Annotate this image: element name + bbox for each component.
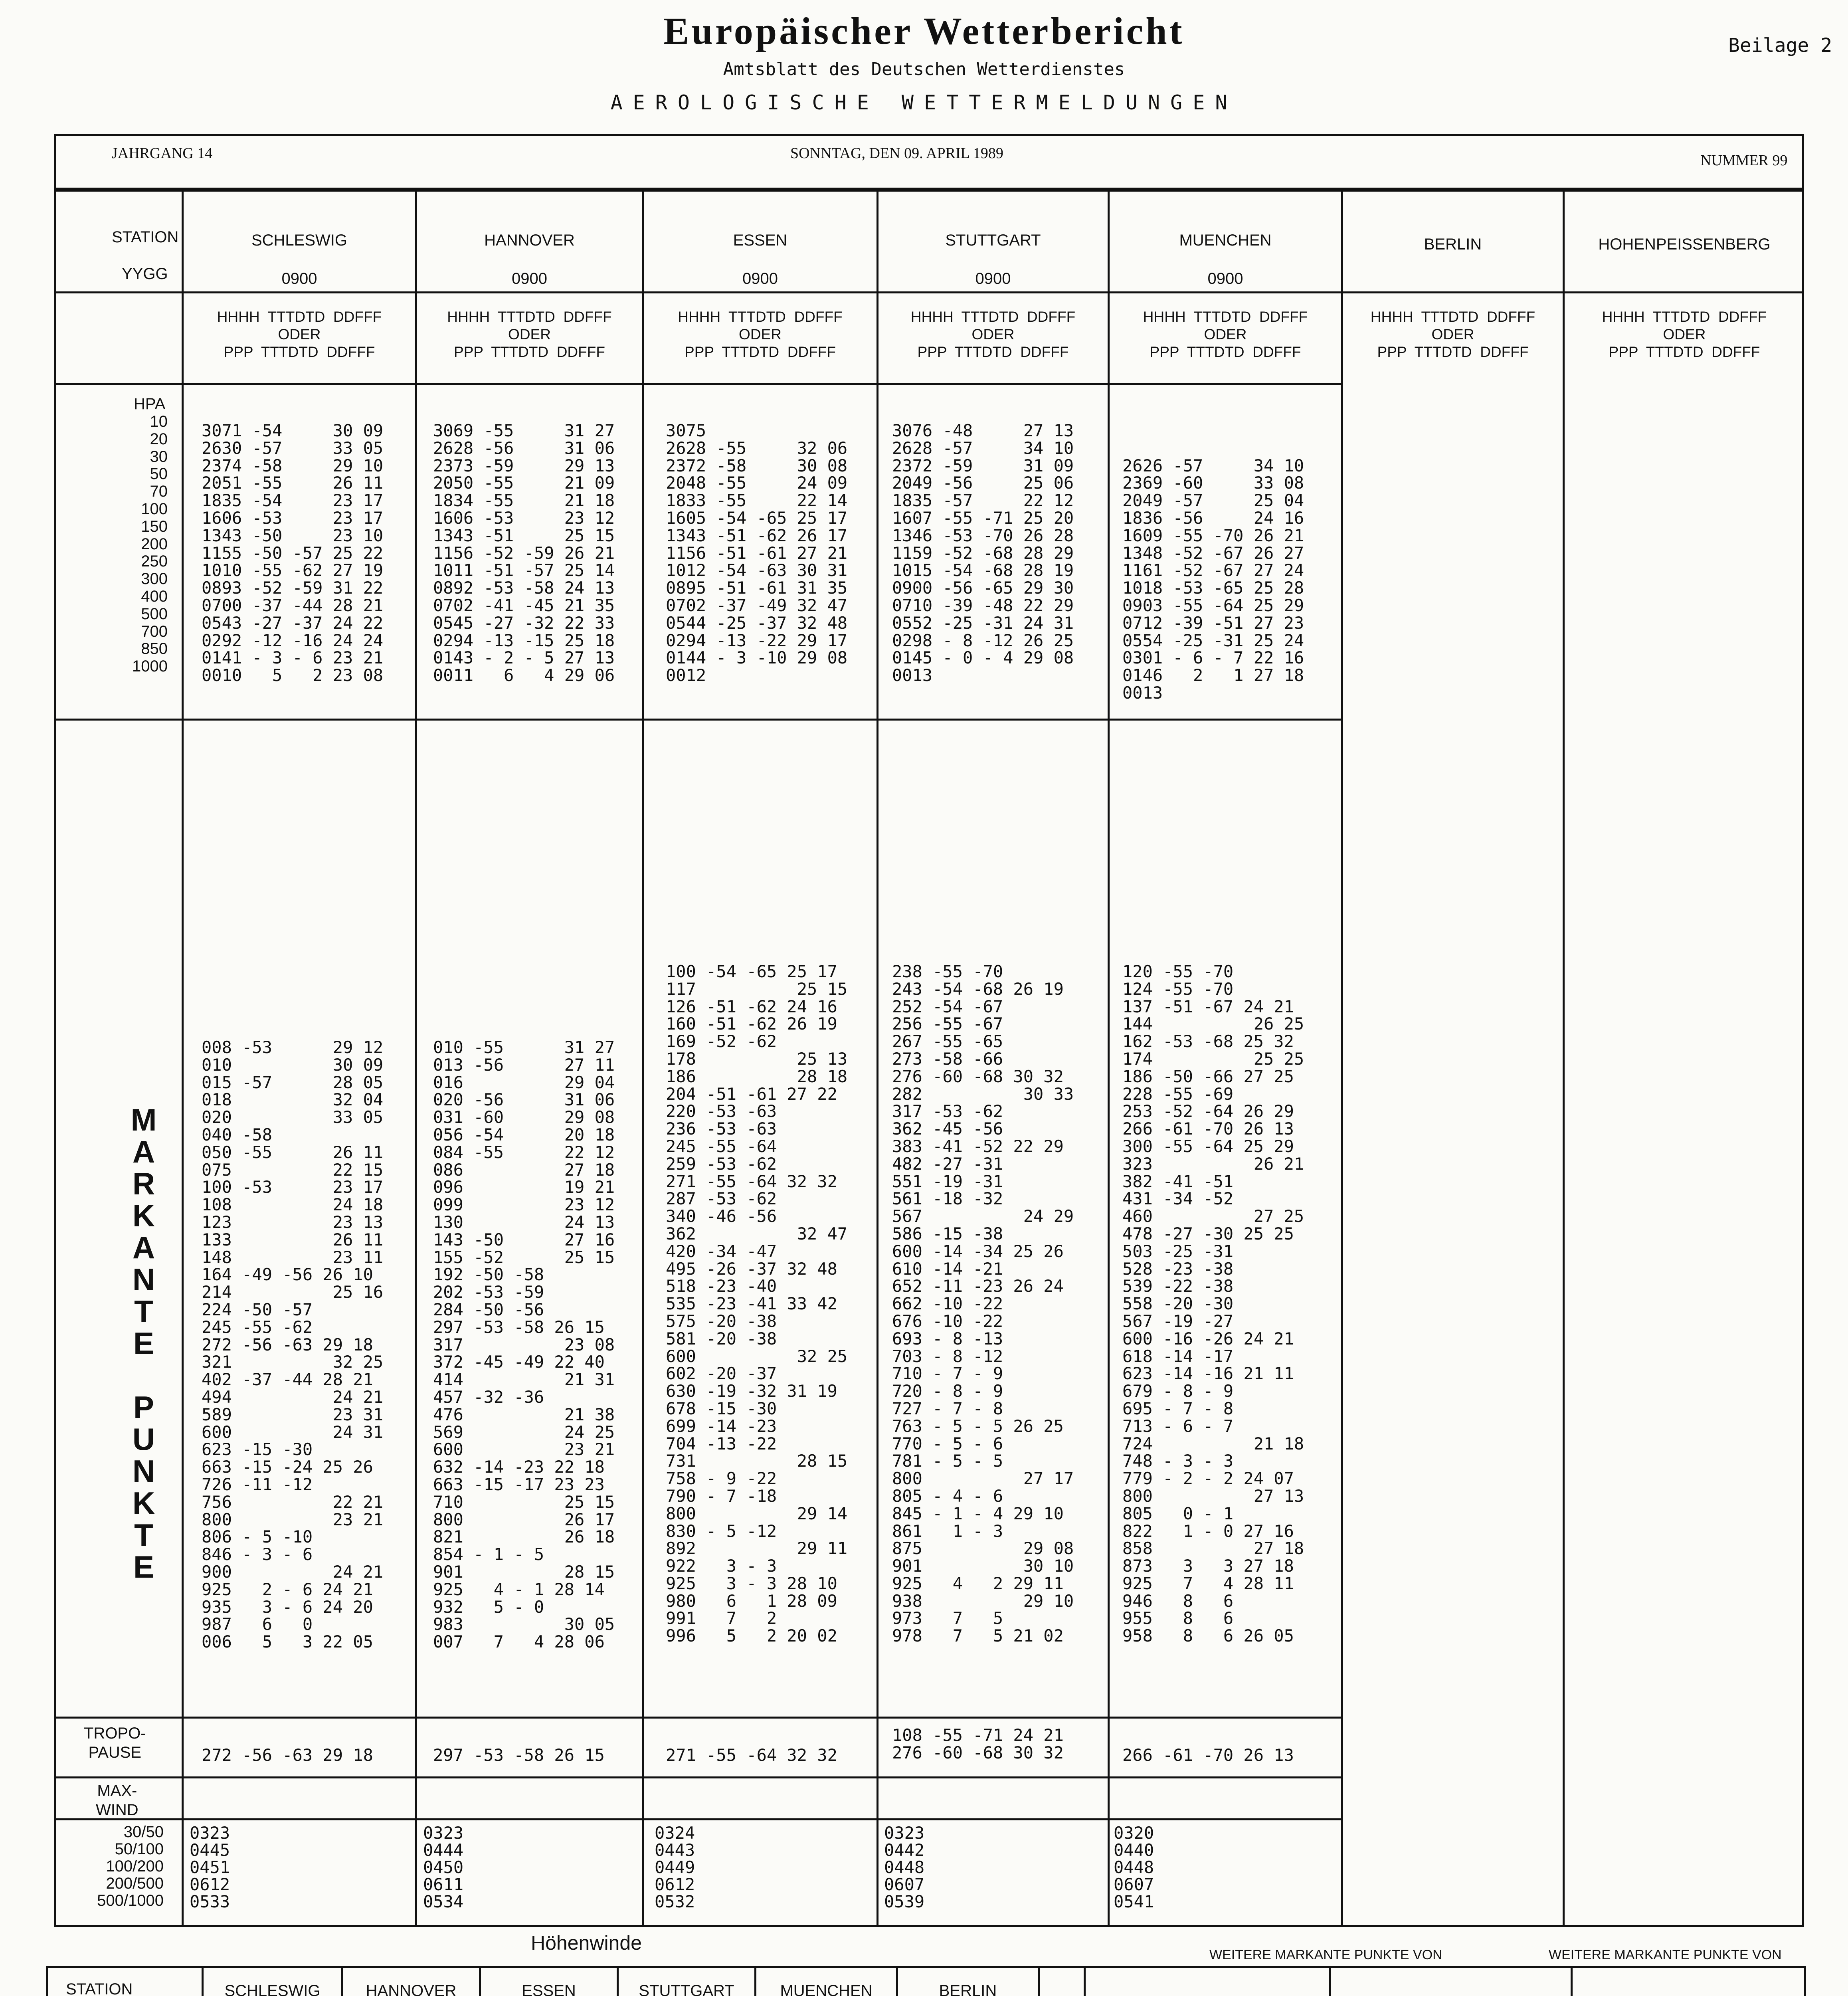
markante-schleswig: 008 -53 29 12 010 30 09 015 -57 28 05 018 32 04 020 33 05 040 -58 050 -55 26 11 075 22 15 100 -53 23 17 108 24 18 123 23 13 133 26 11 148 23 11 164 -49 -56 26 10 214 25 16 224 -50 -57 245 -55 -62 272 -56 -63 29 18 321 32 25 402 -37 -44 28 21 494 24 21 589 23 31 600 24 31 623 -15 -30 663 -15 -24 25 26 726 -11 -12 756 22 21 800 23 21 806 - 5 -10 846 - 3 - 6 900 24 21 925 2 - 6 24 21 935 3 - 6 24 20 987 6 0 006 5 3 22 05 [202, 1038, 384, 1652]
weitere-label-left: WEITERE MARKANTE PUNKTE VON [1209, 1947, 1442, 1962]
station-label: STATION [112, 228, 179, 246]
page-subtitle: Amtsblatt des Deutschen Wetterdienstes [723, 59, 1125, 79]
jahrgang: JAHRGANG 14 [112, 145, 213, 162]
column-header: HHHH TTTDTD DDFFF ODER PPP TTTDTD DDFFF [1602, 309, 1767, 360]
issue-date: SONNTAG, DEN 09. APRIL 1989 [790, 145, 1003, 162]
hw-name-muenchen: MUENCHEN [780, 1982, 873, 1996]
maxwind-hannover: 0323 0444 0450 0611 0534 [423, 1823, 464, 1911]
markante-muenchen: 120 -55 -70 124 -55 -70 137 -51 -67 24 21 144 26 25 162 -53 -68 25 32 174 25 25 186 -50 -66 27 25 228 -55 -69 253 -52 -64 26 29 266 -61 -70 26 13 300 -55 -64 25 29 323 26 21 382 -41 -51 431 -34 -52 460 27 25 478 -27 -30 25 25 503 -25 -31 528 -23 -38 539 -22 -38 558 -20 -30 567 -19 -27 600 -16 -26 24 21 618 -14 -17 623 -14 -16 21 11 679 - 8 - 9 695 - 7 - 8 713 - 6 - 7 724 21 18 748 - 3 - 3 779 - 2 - 2 24 07 800 27 13 805 0 - 1 822 1 - 0 27 16 858 27 18 873 3 3 27 18 925 7 4 28 11 946 8 6 955 8 6 958 8 6 26 05 [1122, 962, 1304, 1646]
beilage-label: Beilage 2 [1728, 34, 1832, 57]
tropo-schleswig: 272 -56 -63 29 18 [202, 1745, 373, 1765]
page-title: Europäischer Wetterbericht [663, 10, 1185, 52]
column-header: HHHH TTTDTD DDFFF ODER PPP TTTDTD DDFFF [1370, 309, 1535, 360]
hw-name-stuttgart: STUTTGART [639, 1982, 734, 1996]
station-name-schleswig: SCHLESWIG [251, 232, 348, 249]
maxwind-schleswig: 0323 0445 0451 0612 0533 [190, 1823, 230, 1911]
column-header: HHHH TTTDTD DDFFF ODER PPP TTTDTD DDFFF [217, 309, 382, 360]
station-time-hannover: 0900 [512, 270, 547, 287]
station-name-muenchen: MUENCHEN [1179, 232, 1272, 249]
hpa-label: HPA [134, 395, 166, 413]
tropo-essen: 271 -55 -64 32 32 [666, 1745, 837, 1765]
levels-stuttgart: 3076 -48 27 13 2628 -57 34 10 2372 -59 31 09 2049 -56 25 06 1835 -57 22 12 1607 -55 -71 25 20 1346 -53 -70 26 28 1159 -52 -68 28 29 1015 -54 -68 28 19 0900 -56 -65 29 30 0710 -39 -48 22 29 0552 -25 -31 24 31 0298 - 8 -12 26 25 0145 - 0 - 4 29 08 0013 [892, 421, 1074, 685]
column-header: HHHH TTTDTD DDFFF ODER PPP TTTDTD DDFFF [1143, 309, 1308, 360]
station-time-muenchen: 0900 [1207, 270, 1243, 287]
markante-essen: 100 -54 -65 25 17 117 25 15 126 -51 -62 24 16 160 -51 -62 26 19 169 -52 -62 178 25 13 186 28 18 204 -51 -61 27 22 220 -53 -63 236 -53 -63 245 -55 -64 259 -53 -62 271 -55 -64 32 32 287 -53 -62 340 -46 -56 362 32 47 420 -34 -47 495 -26 -37 32 48 518 -23 -40 535 -23 -41 33 42 575 -20 -38 581 -20 -38 600 32 25 602 -20 -37 630 -19 -32 31 19 678 -15 -30 699 -14 -23 704 -13 -22 731 28 15 758 - 9 -22 790 - 7 -18 800 29 14 830 - 5 -12 892 29 11 922 3 - 3 925 3 - 3 28 10 980 6 1 28 09 991 7 2 996 5 2 20 02 [666, 962, 848, 1646]
markante-hannover: 010 -55 31 27 013 -56 27 11 016 29 04 020 -56 31 06 031 -60 29 08 056 -54 20 18 084 -55 22 12 086 27 18 096 19 21 099 23 12 130 24 13 143 -50 27 16 155 -52 25 15 192 -50 -58 202 -53 -59 284 -50 -56 297 -53 -58 26 15 317 23 08 372 -45 -49 22 40 414 21 31 457 -32 -36 476 21 38 569 24 25 600 23 21 632 -14 -23 22 18 663 -15 -17 23 23 710 25 15 800 26 17 821 26 18 854 - 1 - 5 901 28 15 925 4 - 1 28 14 932 5 - 0 983 30 05 007 7 4 28 06 [433, 1038, 615, 1652]
weitere-label-right: WEITERE MARKANTE PUNKTE VON [1549, 1947, 1782, 1962]
levels-schleswig: 3071 -54 30 09 2630 -57 33 05 2374 -58 29 10 2051 -55 26 11 1835 -54 23 17 1606 -53 23 17 1343 -50 23 10 1155 -50 -57 25 22 1010 -55 -62 27 19 0893 -52 -59 31 22 0700 -37 -44 28 21 0543 -27 -37 24 22 0292 -12 -16 24 24 0141 - 3 - 6 23 21 0010 5 2 23 08 [202, 421, 384, 685]
column-header: HHHH TTTDTD DDFFF ODER PPP TTTDTD DDFFF [447, 309, 612, 360]
tropopause-label: TROPO- PAUSE [84, 1725, 146, 1761]
markante-stuttgart: 238 -55 -70 243 -54 -68 26 19 252 -54 -67 256 -55 -67 267 -55 -65 273 -58 -66 276 -60 -68 30 32 282 30 33 317 -53 -62 362 -45 -56 383 -41 -52 22 29 482 -27 -31 551 -19 -31 561 -18 -32 567 24 29 586 -15 -38 600 -14 -34 25 26 610 -14 -21 652 -11 -23 26 24 662 -10 -22 676 -10 -22 693 - 8 -13 703 - 8 -12 710 - 7 - 9 720 - 8 - 9 727 - 7 - 8 763 - 5 - 5 26 25 770 - 5 - 6 781 - 5 - 5 800 27 17 805 - 4 - 6 845 - 1 - 4 29 10 861 1 - 3 875 29 08 901 30 10 925 4 2 29 11 938 29 10 973 7 5 978 7 5 21 02 [892, 962, 1074, 1646]
levels-muenchen: 2626 -57 34 10 2369 -60 33 08 2049 -57 25 04 1836 -56 24 16 1609 -55 -70 26 21 1348 -52 -67 26 27 1161 -52 -67 27 24 1018 -53 -65 25 28 0903 -55 -64 25 29 0712 -39 -51 27 23 0554 -25 -31 25 24 0301 - 6 - 7 22 16 0146 2 1 27 18 0013 [1122, 455, 1304, 703]
hw-name-berlin: BERLIN [939, 1982, 997, 1996]
tropo-stuttgart: 108 -55 -71 24 21 276 -60 -68 30 32 [892, 1725, 1064, 1762]
markante-punkte-label: M A R K A N T E P U N K T E [131, 1102, 157, 1584]
hpa-levels: 10 20 30 50 70 100 150 200 250 300 400 500 700 850 1000 [132, 413, 168, 675]
station-name-stuttgart: STUTTGART [945, 232, 1041, 249]
tropo-muenchen: 266 -61 -70 26 13 [1122, 1745, 1294, 1765]
tropo-hannover: 297 -53 -58 26 15 [433, 1745, 605, 1765]
hw-station-label: STATION [66, 1980, 133, 1996]
yygg-label: YYGG [122, 265, 168, 283]
station-time-stuttgart: 0900 [975, 270, 1011, 287]
section-title: AEROLOGISCHE WETTERMELDUNGEN [610, 91, 1238, 114]
station-name-hohenpeissenberg: HOHENPEISSENBERG [1598, 236, 1771, 253]
station-name-berlin: BERLIN [1424, 236, 1482, 253]
levels-essen: 3075 2628 -55 32 06 2372 -58 30 08 2048 -55 24 09 1833 -55 22 14 1605 -54 -65 25 17 1343 -51 -62 26 17 1156 -51 -61 27 21 1012 -54 -63 30 31 0895 -51 -61 31 35 0702 -37 -49 32 47 0544 -25 -37 32 48 0294 -13 -22 29 17 0144 - 3 -10 29 08 0012 [666, 421, 848, 685]
maxwind-muenchen: 0320 0440 0448 0607 0541 [1114, 1823, 1154, 1911]
column-header: HHHH TTTDTD DDFFF ODER PPP TTTDTD DDFFF [678, 309, 843, 360]
hw-name-essen: ESSEN [522, 1982, 576, 1996]
hw-name-schleswig: SCHLESWIG [224, 1982, 321, 1996]
column-header: HHHH TTTDTD DDFFF ODER PPP TTTDTD DDFFF [910, 309, 1076, 360]
levels-hannover: 3069 -55 31 27 2628 -56 31 06 2373 -59 29 13 2050 -55 21 09 1834 -55 21 18 1606 -53 23 12 1343 -51 25 15 1156 -52 -59 26 21 1011 -51 -57 25 14 0892 -53 -58 24 13 0702 -41 -45 21 35 0545 -27 -32 22 33 0294 -13 -15 25 18 0143 - 2 - 5 27 13 0011 6 4 29 06 [433, 421, 615, 685]
station-name-essen: ESSEN [733, 232, 787, 249]
hoehenwinde-title: Höhenwinde [531, 1932, 642, 1954]
station-time-schleswig: 0900 [281, 270, 317, 287]
hw-name-hannover: HANNOVER [366, 1982, 457, 1996]
station-time-essen: 0900 [742, 270, 778, 287]
maxwind-levels: 30/50 50/100 100/200 200/500 500/1000 [97, 1823, 164, 1909]
station-name-hannover: HANNOVER [484, 232, 575, 249]
maxwind-stuttgart: 0323 0442 0448 0607 0539 [884, 1823, 925, 1911]
maxwind-essen: 0324 0443 0449 0612 0532 [655, 1823, 695, 1911]
issue-number: NUMMER 99 [1700, 152, 1788, 169]
maxwind-label: MAX- WIND [96, 1782, 139, 1819]
